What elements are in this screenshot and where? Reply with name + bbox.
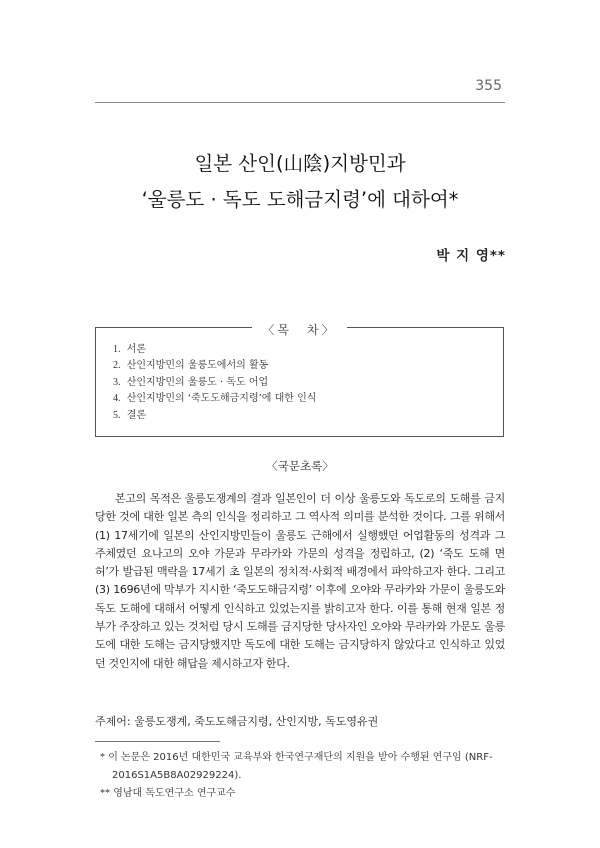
footnote-mark: * — [100, 752, 105, 763]
title-line-1: 일본 산인(山陰)지방민과 — [194, 152, 406, 175]
toc-item: 5. 결론 — [113, 409, 147, 421]
abstract-body: 본고의 목적은 울릉도쟁계의 결과 일본인이 더 이상 울릉도와 독도로의 도해를 금지당한 것에 대한 일본 측의 인식을 정리하고 그 역사적 의미를 분석한 것이다. 그를 위해서 (1) 17세기에 일본의 산인지방민들이 울릉도 근해에서 실행했던 어업활동의 성격과 그 주체였던 요나고의 오야 가문과 무라카와 가문의 성격을 정립하고, (2) ‘죽도 도해 면허’가 발급된 맥락을 17세기 초 일본의 정치적·사회적 배경에서 파악하고자 한다. 그리고 (3) 1696년에 막부가 지시한 ‘죽도도해금지령’ 이후에 오야와 무라카와 가문이 울릉도와 독도 도해에 대해서 어떻게 인식하고 있었는지를 밝히고자 한다. 이를 통해 현재 일본 정부가 주장하고 있는 것처럼 당시 도해를 금지당한 당사자인 오야와 무라카와 가문도 울릉도에 대한 도해는 금지당했지만 독도에 대한 도해는 금지당하지 않았다고 인식하고 있었던 것인지에 대한 해답을 제시하고자 한다. — [95, 492, 505, 670]
toc-heading: 〈목 차〉 — [96, 319, 503, 338]
footnote-divider — [95, 741, 220, 742]
toc-item: 3. 산인지방민의 울릉도 · 독도 어업 — [113, 376, 269, 388]
toc-list — [113, 342, 316, 424]
footnote-mark: ** — [100, 788, 110, 799]
keywords: 주제어: 울릉도쟁계, 죽도도해금지령, 산인지방, 독도영유권 — [95, 715, 379, 728]
footnotes — [100, 749, 505, 803]
table-of-contents — [95, 323, 504, 437]
toc-item: 4. 산인지방민의 ‘죽도도해금지령’에 대한 인식 — [113, 393, 317, 405]
footnote-1 — [100, 749, 505, 785]
page-number: 355 — [475, 78, 502, 94]
footnote-text: 영남대 독도연구소 연구교수 — [113, 788, 236, 799]
toc-item: 1. 서론 — [113, 344, 147, 355]
paper-title — [0, 146, 600, 218]
footnote-2 — [100, 785, 505, 803]
header-divider — [95, 102, 505, 103]
footnote-text: 이 논문은 2016년 대한민국 교육부와 한국연구재단의 지원을 받아 수행된 연구임 (NRF-2016S1A5B8A02929224). — [108, 752, 493, 781]
title-line-2: ‘울릉도 · 독도 도해금지령’에 대하여* — [141, 188, 459, 211]
abstract-heading: 〈국문초록〉 — [266, 459, 334, 473]
toc-item: 2. 산인지방민의 울릉도에서의 활동 — [113, 360, 269, 372]
author-name: 박 지 영** — [436, 248, 506, 264]
